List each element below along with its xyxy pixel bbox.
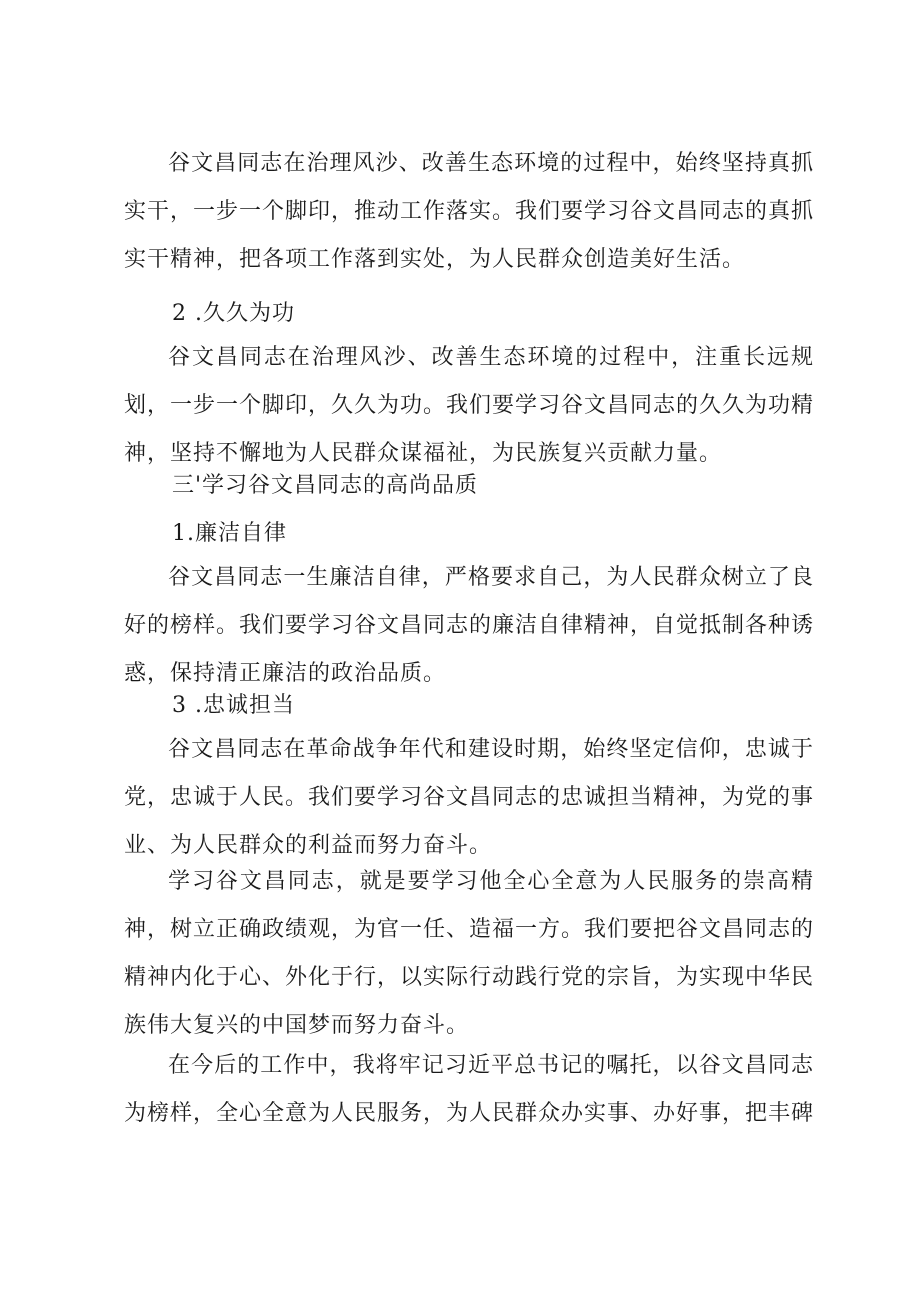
- paragraph-learning-spirit: 学习谷文昌同志，就是要学习他全心全意为人民服务的崇高精神，树立正确政绩观，为官一任、造福一方。我们要把谷文昌同志的精神内化于心、外化于行，以实际行动践行党的宗旨，为实现中华民族伟大复兴的中国梦而努力奋斗。: [124, 869, 815, 1038]
- paragraph-practical-work: 谷文昌同志在治理风沙、改善生态环境的过程中，始终坚持真抓实干，一步一个脚印，推动工作落实。我们要学习谷文昌同志的真抓实干精神，把各项工作落到实处，为人民群众创造美好生活。: [124, 151, 815, 272]
- paragraph-long-term-effort: 谷文昌同志在治理风沙、改善生态环境的过程中，注重长远规划，一步一个脚印，久久为功。我们要学习谷文昌同志的久久为功精神，坚持不懈地为人民群众谋福祉，为民族复兴贡献力量。: [124, 345, 815, 466]
- section-heading-noble-qualities: 三'学习谷文昌同志的高尚品质: [172, 473, 479, 498]
- heading-long-term-effort: 2 .久久为功: [172, 301, 295, 326]
- heading-integrity: 1.廉洁自律: [172, 521, 287, 546]
- paragraph-future-work: 在今后的工作中，我将牢记习近平总书记的嘱托，以谷文昌同志为榜样，全心全意为人民服务，为人民群众办实事、办好事，把丰碑: [124, 1053, 815, 1126]
- heading-loyalty: 3 .忠诚担当: [172, 693, 295, 718]
- paragraph-integrity: 谷文昌同志一生廉洁自律，严格要求自己，为人民群众树立了良好的榜样。我们要学习谷文昌同志的廉洁自律精神，自觉抵制各种诱惑，保持清正廉洁的政治品质。: [124, 565, 815, 686]
- paragraph-loyalty: 谷文昌同志在革命战争年代和建设时期，始终坚定信仰，忠诚于党，忠诚于人民。我们要学习谷文昌同志的忠诚担当精神，为党的事业、为人民群众的利益而努力奋斗。: [124, 737, 815, 858]
